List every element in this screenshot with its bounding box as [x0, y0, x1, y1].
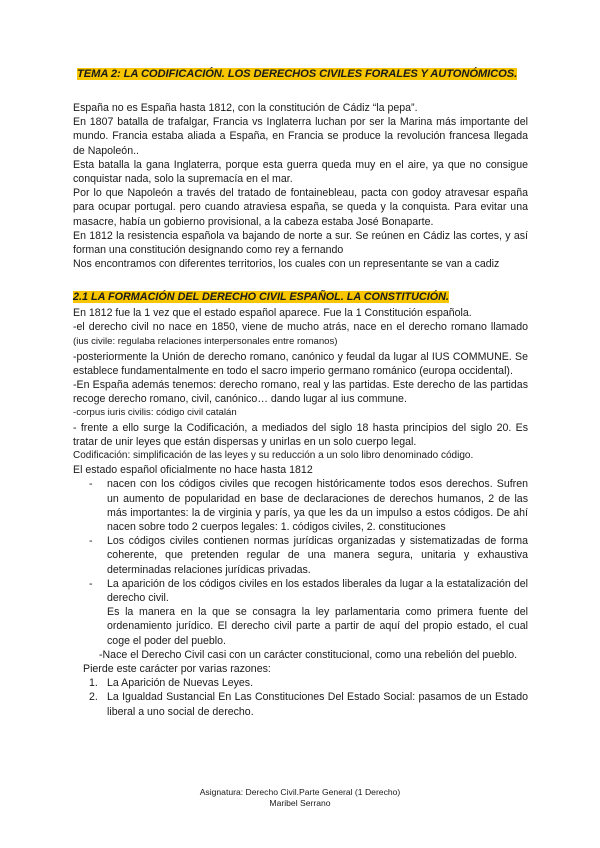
intro-block [73, 101, 528, 271]
dash-list [73, 477, 528, 647]
section-paragraph: Pierde este carácter por varias razones: [83, 663, 271, 676]
footer-author: Maribel Serrano [269, 798, 331, 808]
section-paragraph: -En España además tenemos: derecho romano, real y las partidas. Este derecho de las partidas recoge derecho romano, civil, canónico… dando lugar al ius commune. [73, 379, 528, 406]
section-paragraph [73, 320, 528, 349]
section-paragraph: -Nace el Derecho Civil casi con un carácter constitucional, como una rebelión del pueblo. [99, 648, 518, 661]
list-item-continuation [73, 605, 528, 648]
intro-paragraph: España no es España hasta 1812, con la constitución de Cádiz “la pepa”. [73, 102, 418, 114]
section-paragraph: Codificación: simplificación de las leyes y su reducción a un solo libro denominado código. [73, 450, 474, 462]
list-item [73, 690, 528, 718]
dash-marker: - [89, 478, 93, 491]
list-item [73, 534, 528, 577]
list-item [73, 577, 528, 605]
section-paragraph: -corpus iuris civilis: código civil catalán [73, 407, 237, 419]
list-number: 2. [89, 691, 98, 704]
intro-paragraph: Esta batalla la gana Inglaterra, porque esta guerra queda muy en el aire, ya que no consigue conquistar nada, solo la supremacía en el mar. [73, 158, 528, 186]
list-item-text: Es la manera en la que se consagra la ley parlamentaria como primera fuente del ordenamiento jurídico. El derecho civil parte a partir de aquí del propio estado, el cual coge el poder del pueblo. [107, 606, 528, 647]
list-item [73, 477, 528, 534]
intro-paragraph: Por lo que Napoleón a través del tratado de fontainebleau, pacta con godoy atravesar españa para ocupar portugal. pero cuando atraviesa españa, se queda y la conquista. Para evitar una masacre, había un gobierno provisional, a la cabeza estaba José Bonaparte. [73, 187, 528, 228]
section-paragraph: -posteriormente la Unión de derecho romano, canónico y feudal da lugar al IUS COMMUNE. Se establece fundamentalmente en todo el sacro imperio germano románico (europa occidental). [73, 350, 528, 377]
intro-paragraph: En 1812 la resistencia española va bajando de norte a sur. Se reúnen en Cádiz las cortes, y así forman una constitución designando como rey a fernando [73, 229, 528, 257]
dash-marker: - [89, 535, 93, 548]
dash-marker: - [89, 577, 93, 590]
list-item [73, 676, 528, 690]
section-paragraph: - frente a ello surge la Codificación, a mediados del siglo 18 hasta principios del siglo 20. Es tratar de unir leyes que están dispersas y unirlas en un solo cuerpo legal. [73, 421, 528, 448]
paragraph-text: -el derecho civil no nace en 1850, viene de mucho atrás, nace en el derecho romano llamado [73, 321, 528, 334]
page-footer [0, 787, 600, 809]
list-number: 1. [89, 677, 98, 690]
list-item-text: nacen con los códigos civiles que recogen históricamente todos esos derechos. Sufren un aumento de popularidad en base de declaraciones de derechos humanos, 2 de las más importantes: la de virginia y parís, ya que les da un impulso a estos códigos. De ahí nacen sobre todo 2 cuerpos legales: 1. códigos civiles, 2. constituciones [107, 478, 528, 534]
section-paragraph: En 1812 fue la 1 vez que el estado español aparece. Fue la 1 Constitución española. [73, 307, 472, 319]
footer-subject: Asignatura: Derecho Civil.Parte General (1 Derecho) [199, 787, 401, 797]
page-title: TEMA 2: LA CODIFICACIÓN. LOS DERECHOS CIVILES FORALES Y AUTONÓMICOS. [77, 68, 518, 80]
list-item-text: La Igualdad Sustancial En Las Constituciones Del Estado Social: pasamos de un Estado liberal a uno social de derecho. [107, 691, 528, 718]
list-item-text: La aparición de los códigos civiles en los estados liberales da lugar a la estatalización del derecho civil. [107, 577, 528, 605]
list-item-text: La Aparición de Nuevas Leyes. [107, 677, 254, 690]
intro-paragraph: En 1807 batalla de trafalgar, Francia vs Inglaterra luchan por ser la Marina más importante del mundo. Francia estaba aliada a España, en Francia se produce la revolución francesa llegada de Napoleón.. [73, 116, 528, 157]
section-body [73, 306, 528, 719]
paragraph-note: (ius civile: regulaba relaciones interpersonales entre romanos) [73, 336, 338, 348]
section-paragraph: El estado español oficialmente no hace hasta 1812 [73, 464, 313, 477]
section-heading: 2.1 LA FORMACIÓN DEL DERECHO CIVIL ESPAÑOL. LA CONSTITUCIÓN. [73, 291, 449, 303]
list-item-text: Los códigos civiles contienen normas jurídicas organizadas y sistematizadas de forma coherente, que pretenden regular de una manera segura, unitaria y exhaustiva determinadas relaciones jurídicas privadas. [107, 535, 528, 576]
reasons-list [73, 676, 528, 719]
intro-paragraph: Nos encontramos con diferentes territorios, los cuales con un representante se van a cadiz [73, 258, 500, 271]
